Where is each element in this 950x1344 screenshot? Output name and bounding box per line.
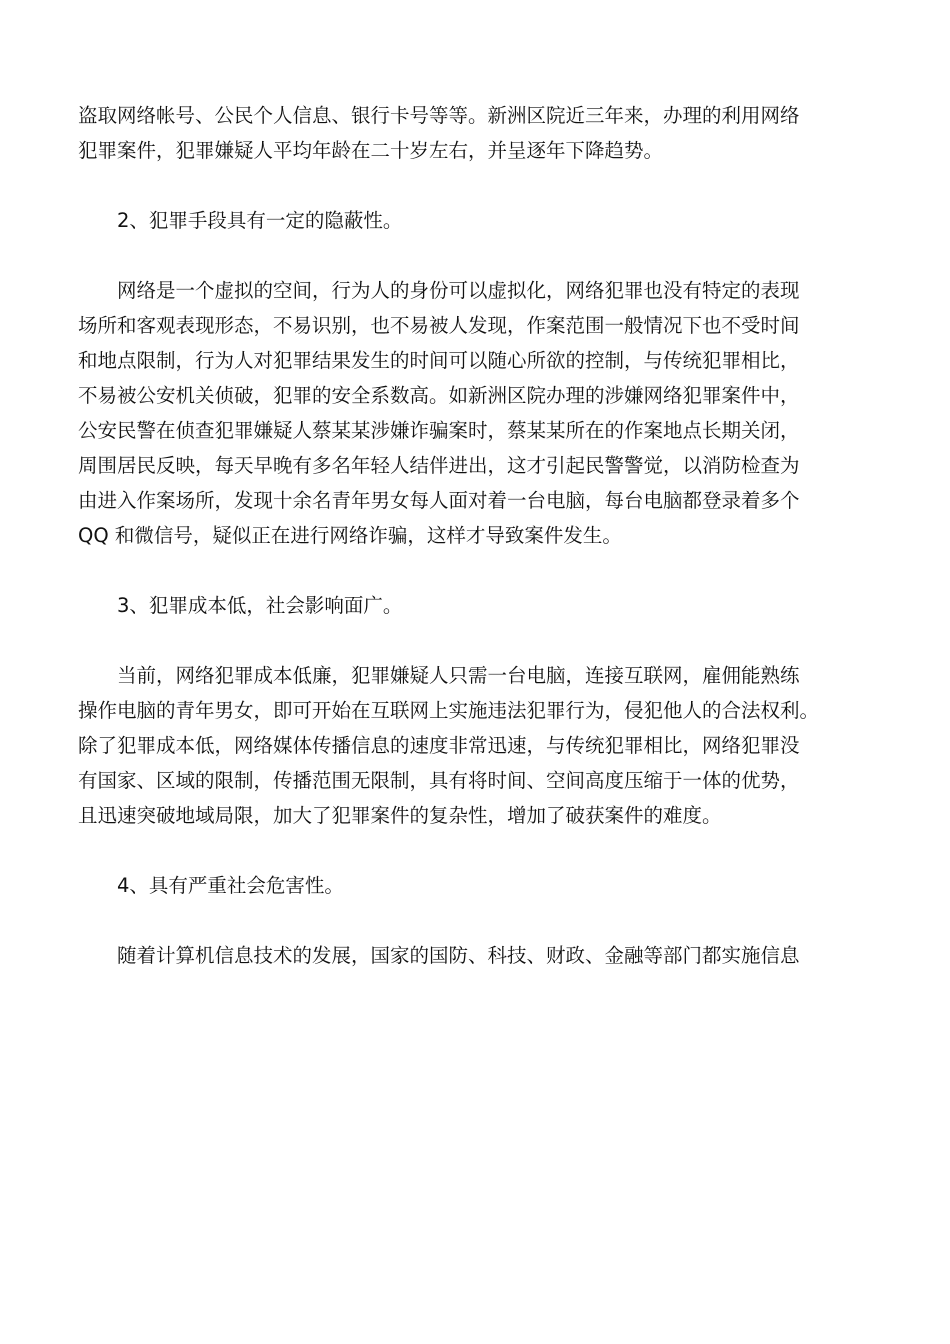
text-line: 有国家、区域的限制，传播范围无限制，具有将时间、空间高度压缩于一体的优势， xyxy=(78,769,800,792)
text-line: 操作电脑的青年男女，即可开始在互联网上实施违法犯罪行为，侵犯他人的合法权利。 xyxy=(78,699,820,722)
paragraph-continued xyxy=(78,98,888,168)
text-line: 随着计算机信息技术的发展，国家的国防、科技、财政、金融等部门都实施信息 xyxy=(117,944,800,967)
text-line: 周围居民反映，每天早晚有多名年轻人结伴进出，这才引起民警警觉，以消防检查为 xyxy=(78,454,800,477)
text-line: 当前，网络犯罪成本低廉，犯罪嫌疑人只需一台电脑，连接互联网，雇佣能熟练 xyxy=(117,664,800,687)
section-heading-4 xyxy=(78,868,888,903)
text-line: 不易被公安机关侦破，犯罪的安全系数高。如新洲区院办理的涉嫌网络犯罪案件中， xyxy=(78,384,800,407)
heading-text: 3、犯罪成本低，社会影响面广。 xyxy=(117,594,403,617)
paragraph-low-cost xyxy=(78,658,888,833)
text-line: 和地点限制，行为人对犯罪结果发生的时间可以随心所欲的控制，与传统犯罪相比， xyxy=(78,349,800,372)
text-line: 犯罪案件，犯罪嫌疑人平均年龄在二十岁左右，并呈逐年下降趋势。 xyxy=(78,139,664,162)
text-line: 由进入作案场所，发现十余名青年男女每人面对着一台电脑，每台电脑都登录着多个 xyxy=(78,489,800,512)
text-line: 且迅速突破地域局限，加大了犯罪案件的复杂性，增加了破获案件的难度。 xyxy=(78,804,722,827)
text-line: QQ 和微信号，疑似正在进行网络诈骗，这样才导致案件发生。 xyxy=(78,524,622,547)
text-line: 盗取网络帐号、公民个人信息、银行卡号等等。新洲区院近三年来，办理的利用网络 xyxy=(78,104,800,127)
document-body xyxy=(78,98,888,1008)
section-heading-3 xyxy=(78,588,888,623)
heading-text: 4、具有严重社会危害性。 xyxy=(117,874,344,897)
section-heading-2 xyxy=(78,203,888,238)
paragraph-hidden-nature xyxy=(78,273,888,553)
text-line: 除了犯罪成本低，网络媒体传播信息的速度非常迅速，与传统犯罪相比，网络犯罪没 xyxy=(78,734,800,757)
text-line: 网络是一个虚拟的空间，行为人的身份可以虚拟化，网络犯罪也没有特定的表现 xyxy=(117,279,800,302)
text-line: 场所和客观表现形态，不易识别，也不易被人发现，作案范围一般情况下也不受时间 xyxy=(78,314,800,337)
text-line: 公安民警在侦查犯罪嫌疑人蔡某某涉嫌诈骗案时，蔡某某所在的作案地点长期关闭， xyxy=(78,419,800,442)
paragraph-social-harm xyxy=(78,938,888,973)
heading-text: 2、犯罪手段具有一定的隐蔽性。 xyxy=(117,209,403,232)
